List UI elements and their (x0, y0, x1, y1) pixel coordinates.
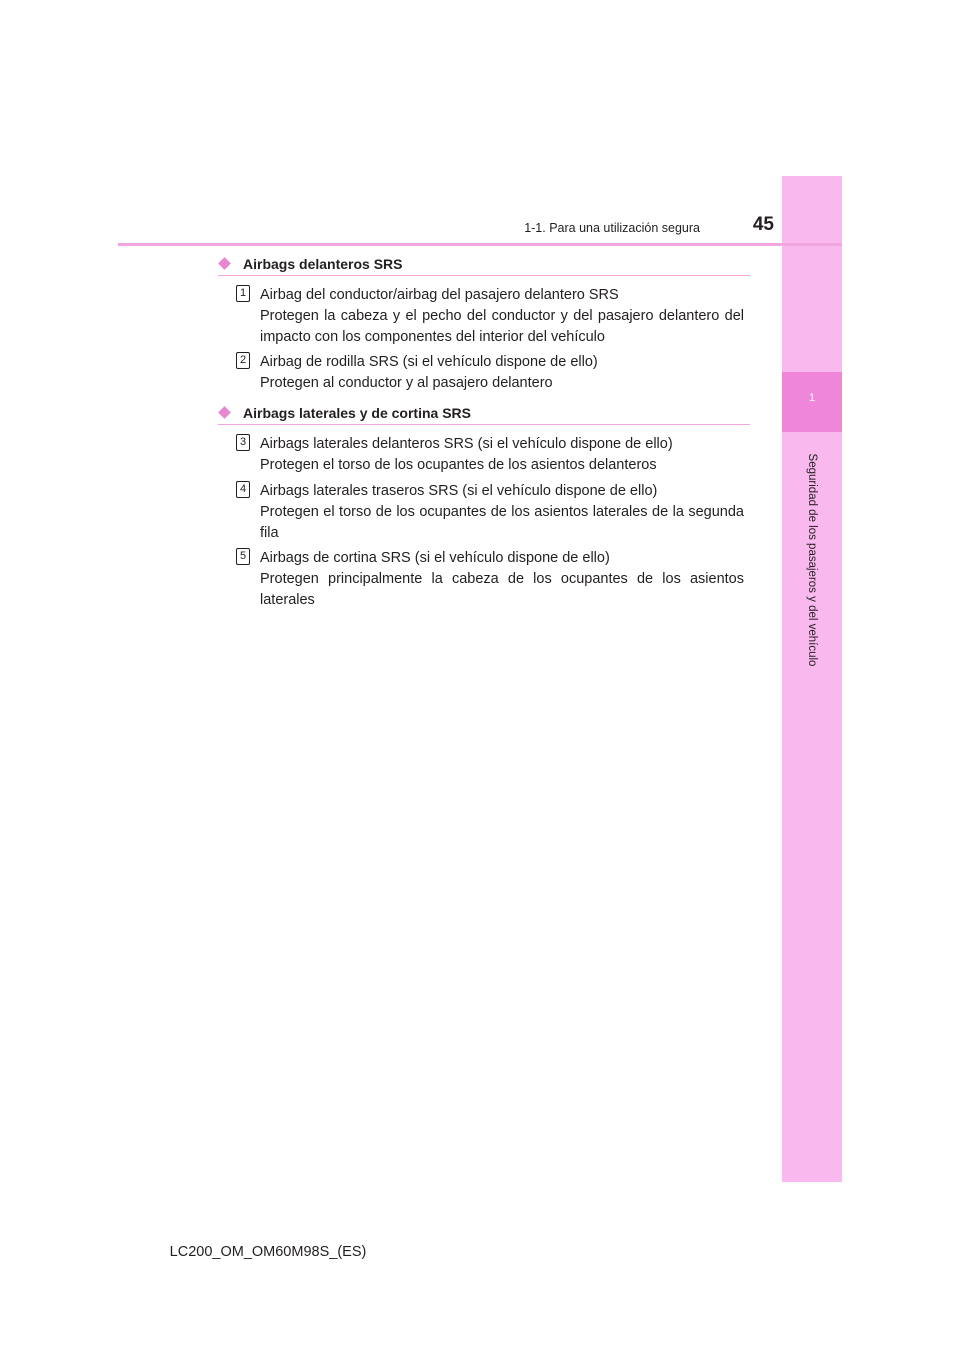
header-rule (118, 243, 842, 246)
item-description: Protegen la cabeza y el pecho del conductor y del pasajero delantero del impacto con los componentes del interior del vehículo (260, 308, 744, 345)
item-description: Protegen al conductor y al pasajero delantero (260, 375, 553, 391)
chapter-side-tab (782, 176, 842, 1182)
subheading-side-curtain-airbags (218, 405, 750, 425)
item-number-badge: 5 (236, 548, 250, 565)
item-description: Protegen el torso de los ocupantes de los asientos delanteros (260, 457, 657, 473)
item-number-badge: 4 (236, 481, 250, 498)
item-description: Protegen principalmente la cabeza de los ocupantes de los asientos laterales (260, 571, 744, 608)
item-title: Airbag del conductor/airbag del pasajero delantero SRS (260, 287, 619, 303)
subheading-text: Airbags delanteros SRS (243, 256, 403, 272)
item-number-badge: 1 (236, 285, 250, 302)
item-number-badge: 3 (236, 434, 250, 451)
item-title: Airbags laterales traseros SRS (si el vehículo dispone de ello) (260, 483, 658, 499)
chapter-title: Seguridad de los pasajeros y del vehículo (806, 453, 818, 667)
item-title: Airbag de rodilla SRS (si el vehículo dispone de ello) (260, 354, 598, 370)
subheading-text: Airbags laterales y de cortina SRS (243, 405, 471, 421)
document-code: LC200_OM_OM60M98S_(ES) (169, 1244, 367, 1260)
subheading-front-airbags (218, 256, 750, 276)
page-number: 45 (752, 214, 774, 235)
item-title: Airbags de cortina SRS (si el vehículo dispone de ello) (260, 550, 610, 566)
item-number-badge: 2 (236, 352, 250, 369)
diamond-bullet-icon (218, 406, 231, 419)
diamond-bullet-icon (218, 257, 231, 270)
item-description: Protegen el torso de los ocupantes de los asientos laterales de la segunda fila (260, 504, 744, 541)
section-label: 1-1. Para una utilización segura (524, 221, 700, 235)
chapter-number: 1 (808, 392, 816, 404)
item-title: Airbags laterales delanteros SRS (si el vehículo dispone de ello) (260, 436, 673, 452)
